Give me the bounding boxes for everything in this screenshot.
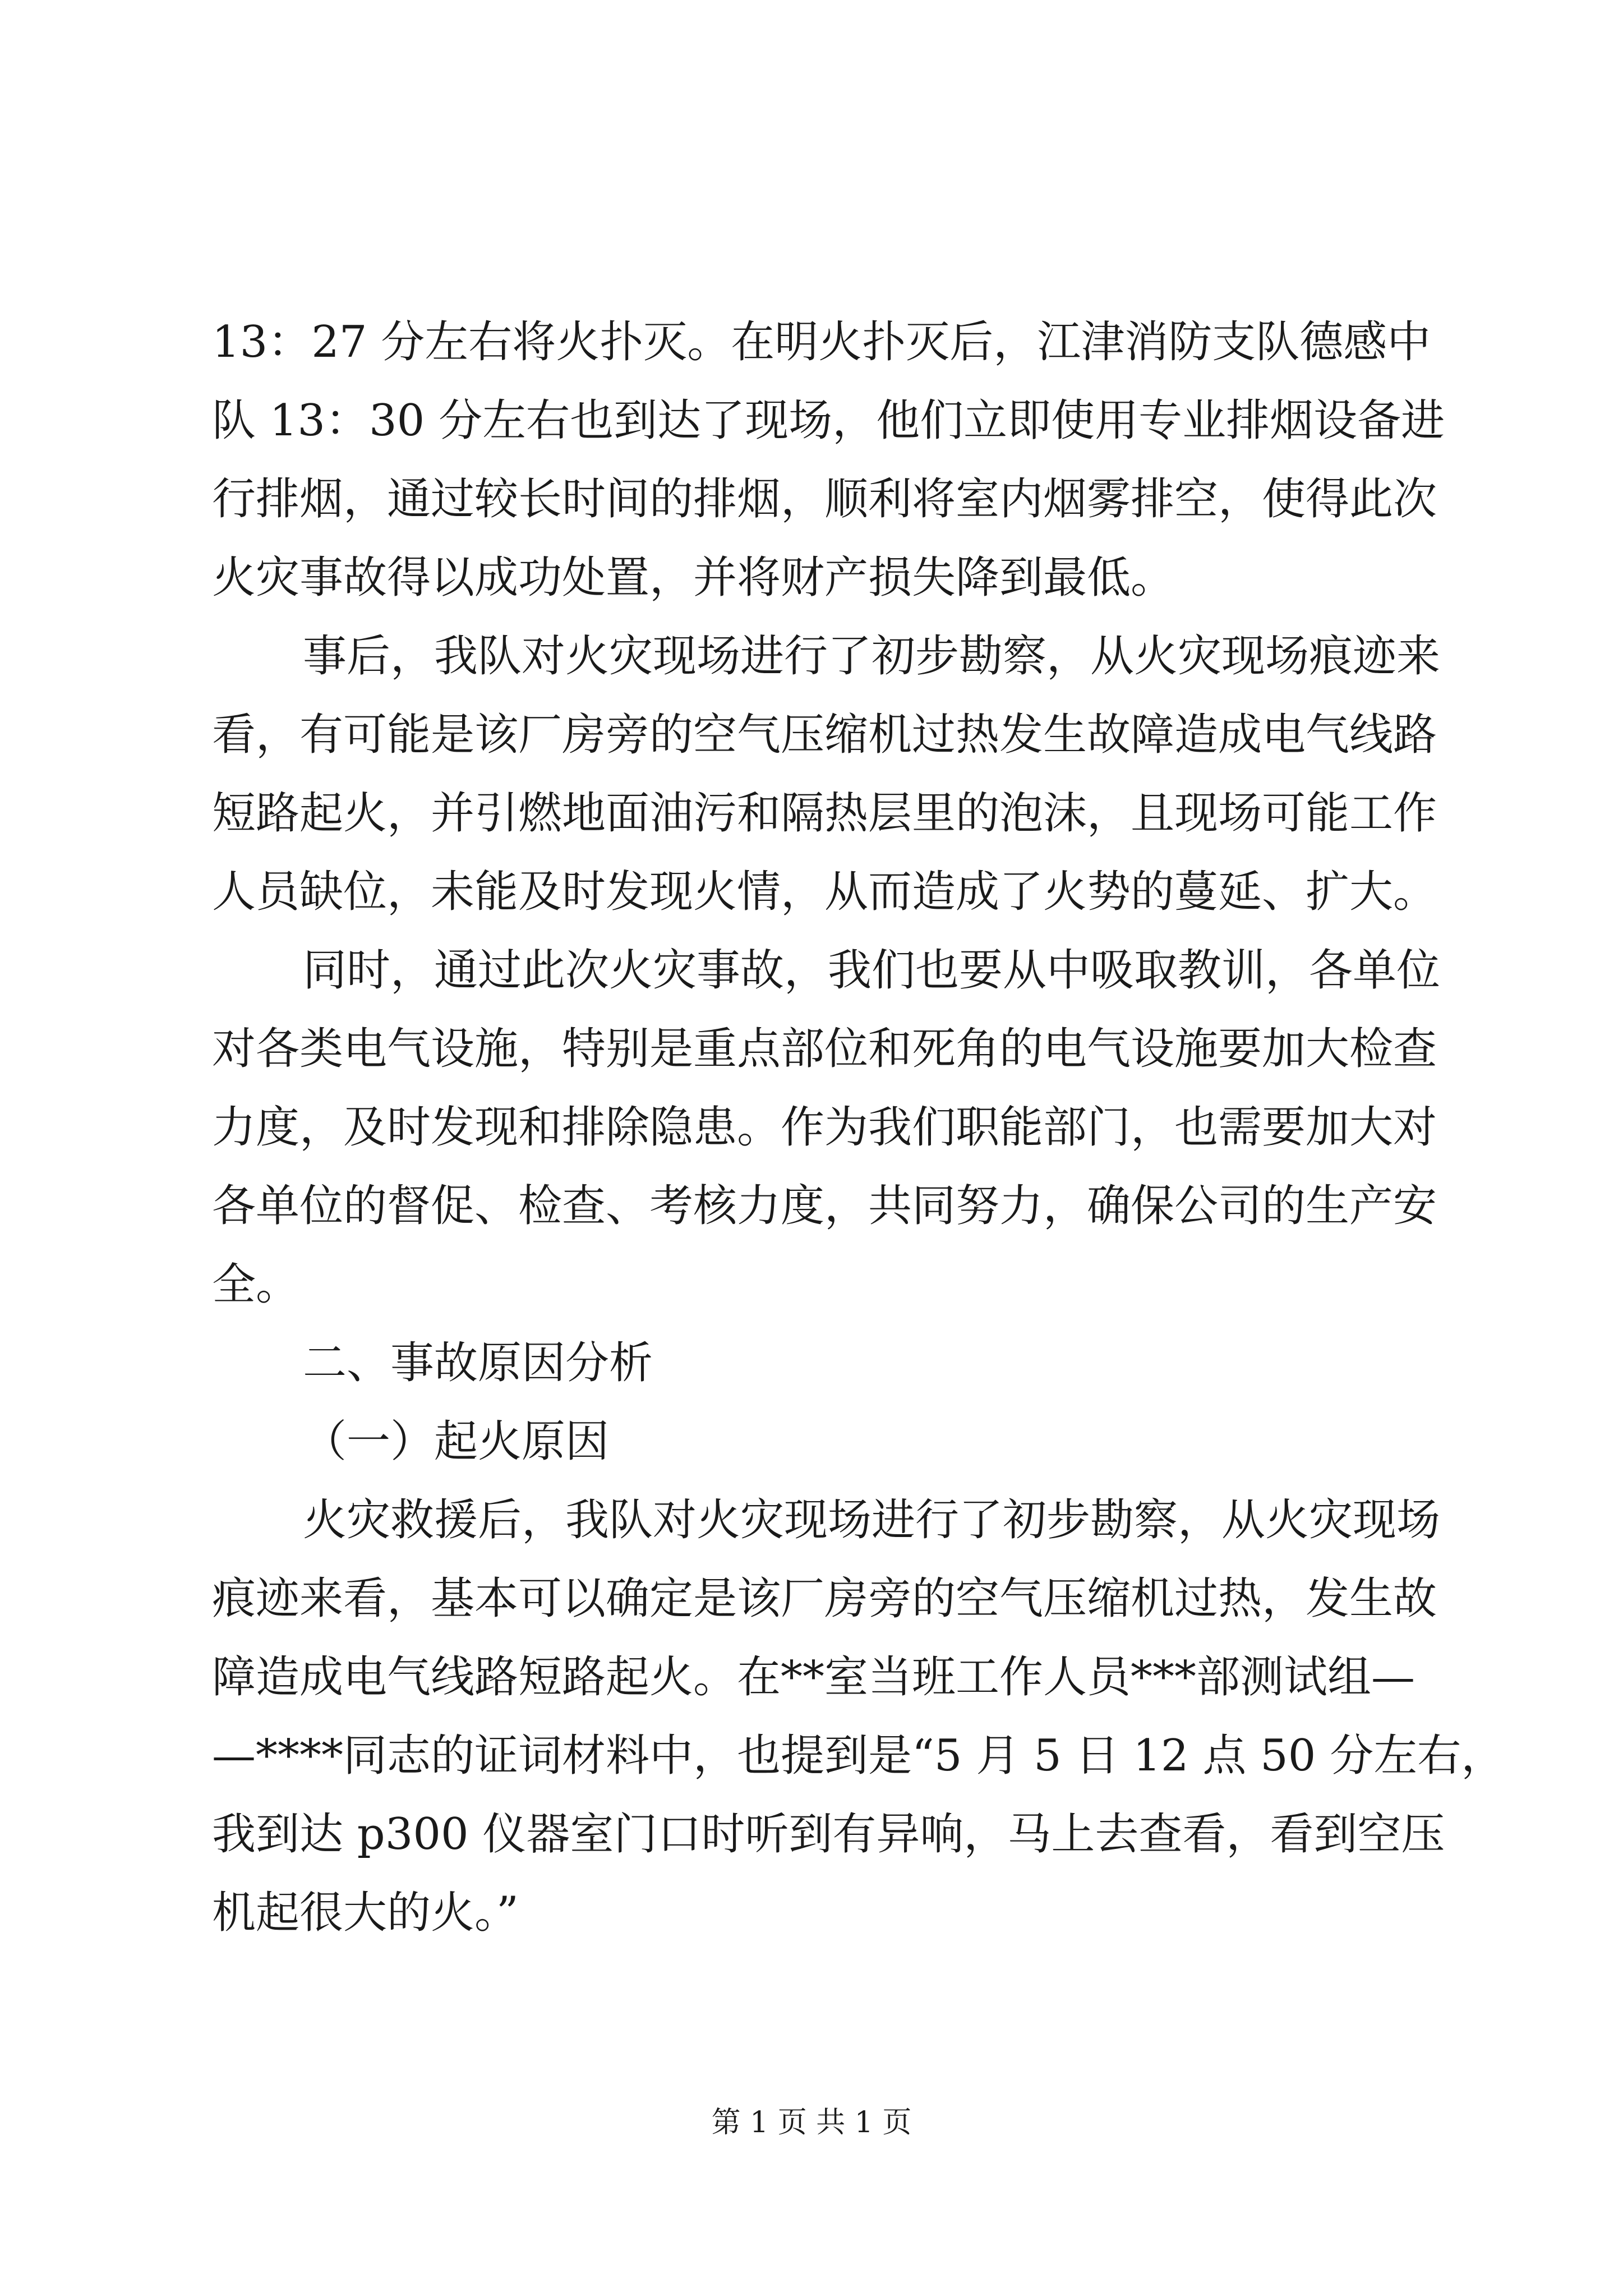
text-line-5: 事后，我队对火灾现场进行了初步勘察，从火灾现场痕迹来 (303, 631, 1441, 682)
text-line-4: 火灾事故得以成功处置，并将财产损失降到最低。 (212, 553, 1175, 603)
subsection-heading: （一）起火原因 (303, 1416, 610, 1467)
text-line-18: 障造成电气线路短路起火。在**室当班工作人员***部测试组— (212, 1652, 1415, 1703)
text-line-19: —****同志的证词材料中，也提到是“5 月 5 日 12 点 50 分左右， (212, 1731, 1505, 1781)
text-line-3: 行排烟，通过较长时间的排烟，顺利将室内烟雾排空，使得此次 (212, 474, 1437, 524)
text-line-1: 13：27 分左右将火扑灭。在明火扑灭后，江津消防支队德感中 (212, 317, 1431, 367)
text-line-12: 各单位的督促、检查、考核力度，共同努力，确保公司的生产安 (212, 1181, 1437, 1231)
text-line-10: 对各类电气设施，特别是重点部位和死角的电气设施要加大检查 (212, 1024, 1437, 1074)
text-line-16: 火灾救援后，我队对火灾现场进行了初步勘察，从火灾现场 (303, 1495, 1441, 1545)
text-line-20: 我到达 p300 仪器室门口时听到有异响，马上去查看，看到空压 (212, 1809, 1445, 1860)
page-footer: 第 1 页 共 1 页 (711, 2106, 912, 2139)
text-line-9: 同时，通过此次火灾事故，我们也要从中吸取教训，各单位 (303, 945, 1441, 996)
text-line-11: 力度，及时发现和排除隐患。作为我们职能部门，也需要加大对 (212, 1102, 1437, 1153)
text-line-8: 人员缺位，未能及时发现火情，从而造成了火势的蔓延、扩大。 (212, 867, 1437, 917)
text-line-7: 短路起火，并引燃地面油污和隔热层里的泡沫，且现场可能工作 (212, 788, 1437, 839)
text-line-21: 机起很大的火。” (212, 1888, 519, 1938)
text-line-2: 队 13：30 分左右也到达了现场，他们立即使用专业排烟设备进 (212, 395, 1445, 446)
text-line-6: 看，有可能是该厂房旁的空气压缩机过热发生故障造成电气线路 (212, 710, 1437, 760)
text-line-17: 痕迹来看，基本可以确定是该厂房旁的空气压缩机过热，发生故 (212, 1573, 1437, 1624)
section-heading: 二、事故原因分析 (303, 1338, 653, 1388)
text-line-13: 全。 (212, 1259, 300, 1310)
